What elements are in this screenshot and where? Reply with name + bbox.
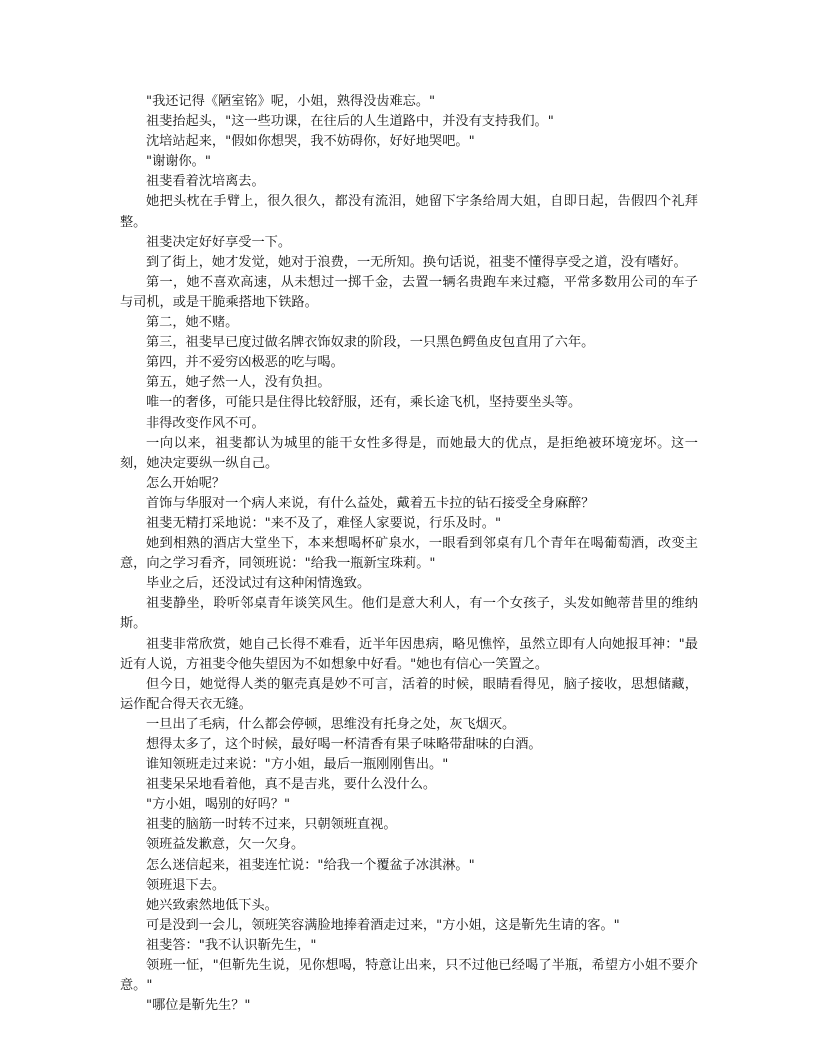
- paragraph: 怎么开始呢？: [146, 475, 226, 491]
- paragraph: 第四，并不爱穷凶极恶的吃与喝。: [146, 355, 344, 371]
- paragraph: 怎么迷信起来，祖斐连忙说："给我一个覆盆子冰淇淋。": [146, 857, 475, 873]
- paragraph: 一旦出了毛病，什么都会停顿，思维没有托身之处，灰飞烟灭。: [146, 716, 516, 732]
- paragraph: 非得改变作风不可。: [146, 415, 265, 431]
- paragraph: 领班益发歉意，欠一欠身。: [146, 837, 305, 853]
- paragraph: "哪位是靳先生？": [146, 998, 251, 1014]
- document-page: [120, 92, 698, 1016]
- paragraph: 祖斐呆呆地看着他，真不是吉兆，要什么没什么。: [146, 777, 437, 793]
- paragraph: "我还记得《陋室铭》呢，小姐，熟得没齿难忘。": [146, 94, 436, 109]
- paragraph: 可是没到一会儿，领班笑容满脸地捧着酒走过来，"方小姐，这是靳先生请的客。": [146, 917, 620, 933]
- paragraph: 祖斐看着沈培离去。: [146, 174, 265, 190]
- paragraph: 一向以来，祖斐都认为城里的能干女性多得是，而她最大的优点，是拒绝被环境宠坏。这一刻，她决定要纵一纵自己。: [120, 435, 698, 471]
- paragraph: 领班退下去。: [146, 877, 226, 893]
- paragraph: 毕业之后，还没试过有这种闲情逸致。: [146, 576, 371, 592]
- paragraph: 祖斐答："我不认识靳先生，": [146, 937, 317, 953]
- paragraph: 首饰与华服对一个病人来说，有什么益处，戴着五卡拉的钻石接受全身麻醉？: [146, 495, 595, 511]
- paragraph: 祖斐决定好好享受一下。: [146, 234, 292, 250]
- paragraph: 沈培站起来，"假如你想哭，我不妨碍你，好好地哭吧。": [146, 134, 475, 150]
- paragraph: 到了街上，她才发觉，她对于浪费，一无所知。换句话说，祖斐不懂得享受之道，没有嗜好。: [146, 254, 687, 270]
- paragraph: 第三，祖斐早已度过做名牌衣饰奴隶的阶段，一只黑色鳄鱼皮包直用了六年。: [146, 335, 595, 351]
- paragraph: 第二，她不赌。: [146, 315, 239, 331]
- paragraph: 第五，她孑然一人，没有负担。: [146, 375, 331, 391]
- paragraph: 祖斐无精打采地说："来不及了，难怪人家要说，行乐及时。": [146, 515, 502, 531]
- paragraph: 领班一怔，"但靳先生说，见你想喝，特意让出来，只不过他已经喝了半瓶，希望方小姐不要介意。": [120, 958, 698, 994]
- paragraph: 唯一的奢侈，可能只是住得比较舒服，还有，乘长途飞机，坚持要坐头等。: [146, 395, 582, 411]
- paragraph: 她到相熟的酒店大堂坐下，本来想喝杯矿泉水，一眼看到邻桌有几个青年在喝葡萄酒，改变主意，向之学习看齐，同领班说："给我一瓶新宝珠莉。": [120, 536, 698, 572]
- paragraph: 但今日，她觉得人类的躯壳真是妙不可言，活着的时候，眼睛看得见，脑子接收，思想储藏，运作配合得天衣无缝。: [120, 676, 698, 712]
- paragraph: 第一，她不喜欢高速，从未想过一掷千金，去置一辆名贵跑车来过瘾，平常多数用公司的车子与司机，或是干脆乘搭地下铁路。: [120, 274, 698, 310]
- paragraph: 谁知领班走过来说："方小姐，最后一瓶刚刚售出。": [146, 757, 449, 773]
- paragraph: 她兴致索然地低下头。: [146, 897, 278, 913]
- paragraph: 祖斐静坐，聆听邻桌青年谈笑风生。他们是意大利人，有一个女孩子，头发如鲍蒂昔里的维纳斯。: [120, 596, 698, 632]
- paragraph: 祖斐的脑筋一时转不过来，只朝领班直视。: [146, 817, 397, 833]
- paragraph: "谢谢你。": [146, 154, 211, 170]
- paragraph: 她把头枕在手臂上，很久很久，都没有流泪，她留下字条给周大姐，自即日起，告假四个礼拜整。: [120, 194, 698, 230]
- paragraph: 祖斐抬起头，"这一些功课，在往后的人生道路中，并没有支持我们。": [146, 114, 554, 130]
- paragraph: 祖斐非常欣赏，她自己长得不难看，近半年因患病，略见憔悴，虽然立即有人向她报耳神："最近有人说，方祖斐令他失望因为不如想象中好看。"她也有信心一笑置之。: [120, 636, 698, 672]
- paragraph: 想得太多了，这个时候，最好喝一杯清香有果子味略带甜味的白酒。: [146, 737, 542, 752]
- paragraph: "方小姐，喝别的好吗？": [146, 797, 291, 813]
